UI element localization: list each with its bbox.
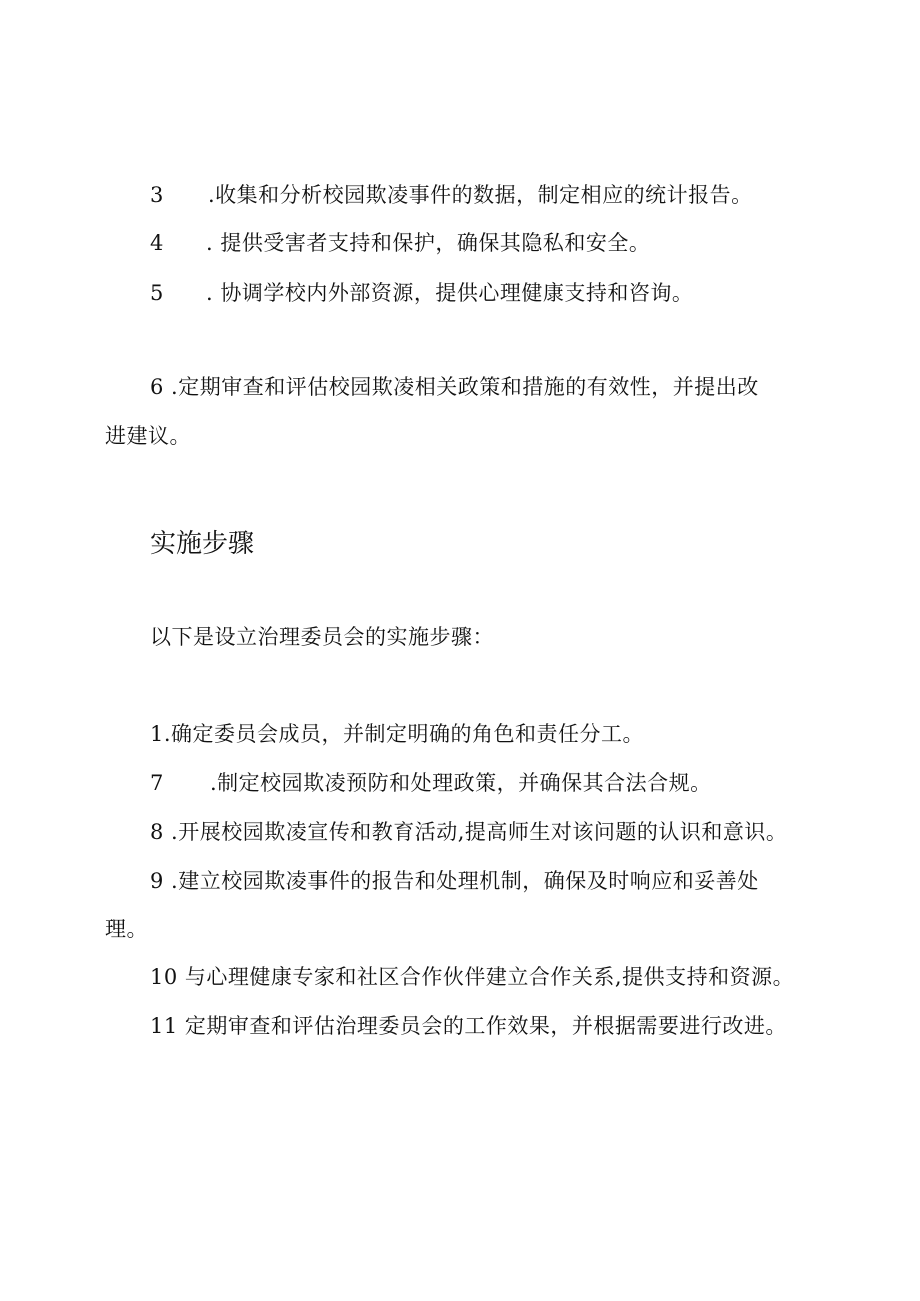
list-item-text: .收集和分析校园欺凌事件的数据，制定相应的统计报告。 [208,183,753,207]
list-item-6-line1: 6 .定期审查和评估校园欺凌相关政策和措施的有效性，并提出改 [150,375,759,399]
section-heading: 实施步骤 [150,529,255,559]
step-9-line2: 理。 [105,917,148,941]
list-item-5 [150,279,693,307]
step-10: 10 与心理健康专家和社区合作伙伴建立合作关系,提供支持和资源。 [150,965,795,989]
step-number: 7 [150,771,164,795]
list-item-6-line2: 进建议。 [105,424,191,448]
list-item-number: 3 [150,183,164,207]
step-7 [150,769,712,797]
list-item-text: . 协调学校内外部资源，提供心理健康支持和咨询。 [206,281,694,305]
list-item-3 [150,181,753,209]
step-9-line1: 9 .建立校园欺凌事件的报告和处理机制，确保及时响应和妥善处 [150,869,759,893]
section-intro: 以下是设立治理委员会的实施步骤： [150,625,494,649]
list-item-4 [150,229,650,257]
step-1: 1.确定委员会成员，并制定明确的角色和责任分工。 [150,722,645,746]
list-item-number: 5 [150,281,164,305]
step-text: .制定校园欺凌预防和处理政策，并确保其合法合规。 [210,771,712,795]
step-8: 8 .开展校园欺凌宣传和教育活动,提高师生对该问题的认识和意识。 [150,820,788,844]
step-11: 11 定期审查和评估治理委员会的工作效果，并根据需要进行改进。 [150,1014,787,1038]
list-item-text: . 提供受害者支持和保护，确保其隐私和安全。 [206,231,651,255]
list-item-number: 4 [150,231,164,255]
